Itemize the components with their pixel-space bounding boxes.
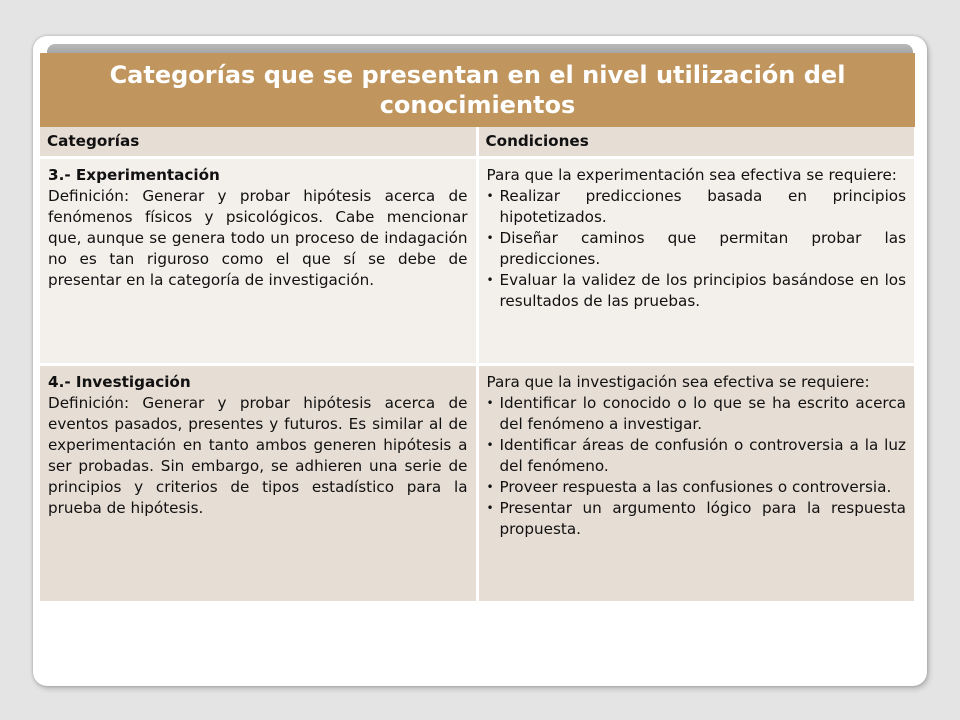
conditions-cell	[477, 365, 914, 601]
bullet-icon: •	[486, 189, 494, 203]
list-item: • Proveer respuesta a las confusiones o controversia.	[486, 478, 892, 496]
list-item: • Presentar un argumento lógico para la respuesta propuesta.	[486, 499, 906, 538]
list-item: • Identificar lo conocido o lo que se ha escrito acerca del fenómeno a investigar.	[486, 394, 906, 433]
header-categorias: Categorías	[40, 127, 477, 158]
bullet-icon: •	[486, 396, 494, 410]
category-title: 3.- Experimentación	[48, 166, 220, 184]
category-definition: Definición: Generar y probar hipótesis acerca de eventos pasados, presentes y futuros. Es similar al de experimentación en tanto ambos generen hipótesis a ser probadas. Sin embargo, se adhieren una serie de principios y criterios de tipos estadístico para la prueba de hipótesis.	[48, 394, 468, 517]
category-title: 4.- Investigación	[48, 373, 191, 391]
category-definition: Definición: Generar y probar hipótesis acerca de fenómenos físicos y psicológicos. Cabe mencionar que, aunque se genera todo un proceso de indagación no es tan riguroso como el que sí se debe de presentar en la categoría de investigación.	[48, 187, 468, 289]
bullet-icon: •	[486, 231, 494, 245]
list-item: • Evaluar la validez de los principios basándose en los resultados de las pruebas.	[486, 271, 906, 310]
table-header-row	[40, 127, 914, 158]
table-row	[40, 158, 914, 365]
list-item: • Identificar áreas de confusión o controversia a la luz del fenómeno.	[486, 436, 906, 475]
bullet-icon: •	[486, 273, 494, 287]
conditions-intro: Para que la investigación sea efectiva se requiere:	[486, 373, 870, 391]
list-item: • Realizar predicciones basada en principios hipotetizados.	[486, 187, 906, 226]
list-item: • Diseñar caminos que permitan probar las predicciones.	[486, 229, 906, 268]
conditions-cell	[477, 158, 914, 365]
category-cell	[40, 365, 477, 601]
categories-table	[40, 127, 914, 601]
bullet-icon: •	[486, 480, 494, 494]
conditions-list	[487, 393, 907, 540]
category-cell	[40, 158, 477, 365]
table-row	[40, 365, 914, 601]
conditions-intro: Para que la experimentación sea efectiva se requiere:	[486, 166, 897, 184]
slide-title: Categorías que se presentan en el nivel utilización del conocimientos	[40, 53, 915, 127]
conditions-list	[487, 186, 907, 312]
bullet-icon: •	[486, 438, 494, 452]
header-condiciones: Condiciones	[477, 127, 914, 158]
bullet-icon: •	[486, 501, 494, 515]
